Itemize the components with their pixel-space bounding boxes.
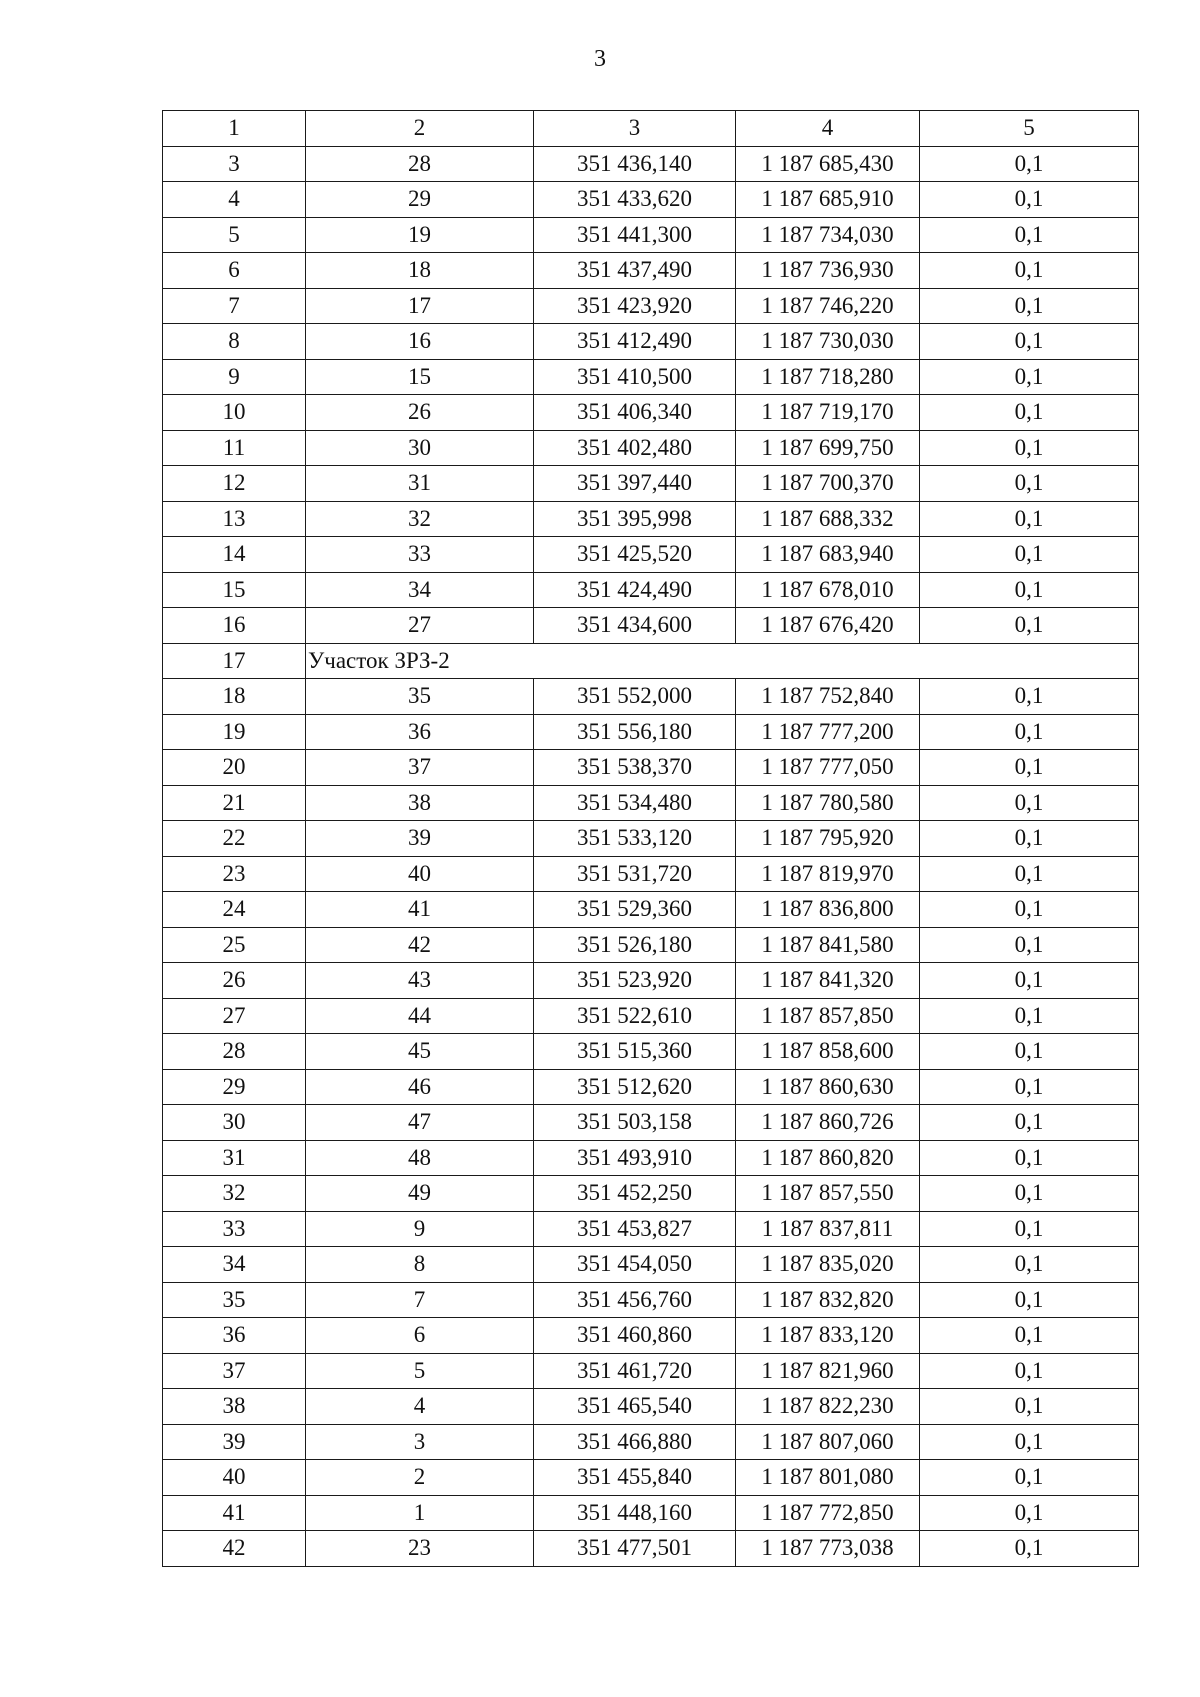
- y-coordinate-cell: 1 187 685,430: [736, 146, 920, 182]
- row-number-cell: 11: [163, 430, 306, 466]
- point-number-cell: 28: [306, 146, 534, 182]
- table-row: [163, 1495, 1139, 1531]
- accuracy-cell: 0,1: [920, 892, 1139, 928]
- point-number-cell: 39: [306, 821, 534, 857]
- x-coordinate-cell: 351 406,340: [534, 395, 736, 431]
- point-number-cell: 2: [306, 1460, 534, 1496]
- y-coordinate-cell: 1 187 736,930: [736, 253, 920, 289]
- x-coordinate-cell: 351 556,180: [534, 714, 736, 750]
- point-number-cell: 7: [306, 1282, 534, 1318]
- y-coordinate-cell: 1 187 746,220: [736, 288, 920, 324]
- x-coordinate-cell: 351 523,920: [534, 963, 736, 999]
- point-number-cell: 37: [306, 750, 534, 786]
- accuracy-cell: 0,1: [920, 324, 1139, 360]
- x-coordinate-cell: 351 533,120: [534, 821, 736, 857]
- accuracy-cell: 0,1: [920, 1318, 1139, 1354]
- x-coordinate-cell: 351 466,880: [534, 1424, 736, 1460]
- table-row: [163, 714, 1139, 750]
- accuracy-cell: 0,1: [920, 253, 1139, 289]
- y-coordinate-cell: 1 187 752,840: [736, 679, 920, 715]
- x-coordinate-cell: 351 452,250: [534, 1176, 736, 1212]
- point-number-cell: 8: [306, 1247, 534, 1283]
- x-coordinate-cell: 351 477,501: [534, 1531, 736, 1567]
- x-coordinate-cell: 351 454,050: [534, 1247, 736, 1283]
- table-row: [163, 572, 1139, 608]
- header-cell: 1: [163, 111, 306, 147]
- point-number-cell: 3: [306, 1424, 534, 1460]
- x-coordinate-cell: 351 534,480: [534, 785, 736, 821]
- point-number-cell: 23: [306, 1531, 534, 1567]
- y-coordinate-cell: 1 187 699,750: [736, 430, 920, 466]
- table-row: [163, 679, 1139, 715]
- row-number-cell: 25: [163, 927, 306, 963]
- table-row: [163, 998, 1139, 1034]
- x-coordinate-cell: 351 423,920: [534, 288, 736, 324]
- x-coordinate-cell: 351 465,540: [534, 1389, 736, 1425]
- y-coordinate-cell: 1 187 837,811: [736, 1211, 920, 1247]
- table-header-row: [163, 111, 1139, 147]
- point-number-cell: 47: [306, 1105, 534, 1141]
- row-number-cell: 16: [163, 608, 306, 644]
- row-number-cell: 23: [163, 856, 306, 892]
- y-coordinate-cell: 1 187 835,020: [736, 1247, 920, 1283]
- row-number-cell: 18: [163, 679, 306, 715]
- y-coordinate-cell: 1 187 860,726: [736, 1105, 920, 1141]
- y-coordinate-cell: 1 187 676,420: [736, 608, 920, 644]
- coordinates-table: [162, 110, 1139, 1567]
- point-number-cell: 6: [306, 1318, 534, 1354]
- row-number-cell: 31: [163, 1140, 306, 1176]
- y-coordinate-cell: 1 187 833,120: [736, 1318, 920, 1354]
- x-coordinate-cell: 351 437,490: [534, 253, 736, 289]
- y-coordinate-cell: 1 187 700,370: [736, 466, 920, 502]
- x-coordinate-cell: 351 436,140: [534, 146, 736, 182]
- point-number-cell: 46: [306, 1069, 534, 1105]
- accuracy-cell: 0,1: [920, 1531, 1139, 1567]
- row-number-cell: 33: [163, 1211, 306, 1247]
- point-number-cell: 48: [306, 1140, 534, 1176]
- y-coordinate-cell: 1 187 858,600: [736, 1034, 920, 1070]
- accuracy-cell: 0,1: [920, 466, 1139, 502]
- table-row: [163, 1211, 1139, 1247]
- x-coordinate-cell: 351 441,300: [534, 217, 736, 253]
- row-number-cell: 36: [163, 1318, 306, 1354]
- row-number-cell: 17: [163, 643, 306, 679]
- y-coordinate-cell: 1 187 795,920: [736, 821, 920, 857]
- point-number-cell: 17: [306, 288, 534, 324]
- point-number-cell: 34: [306, 572, 534, 608]
- accuracy-cell: 0,1: [920, 1034, 1139, 1070]
- y-coordinate-cell: 1 187 807,060: [736, 1424, 920, 1460]
- accuracy-cell: 0,1: [920, 1176, 1139, 1212]
- row-number-cell: 38: [163, 1389, 306, 1425]
- accuracy-cell: 0,1: [920, 998, 1139, 1034]
- y-coordinate-cell: 1 187 718,280: [736, 359, 920, 395]
- y-coordinate-cell: 1 187 822,230: [736, 1389, 920, 1425]
- row-number-cell: 35: [163, 1282, 306, 1318]
- table-row: [163, 217, 1139, 253]
- point-number-cell: 38: [306, 785, 534, 821]
- point-number-cell: 32: [306, 501, 534, 537]
- table-row: [163, 1531, 1139, 1567]
- row-number-cell: 37: [163, 1353, 306, 1389]
- y-coordinate-cell: 1 187 841,580: [736, 927, 920, 963]
- x-coordinate-cell: 351 460,860: [534, 1318, 736, 1354]
- section-row: [163, 643, 1139, 679]
- point-number-cell: 41: [306, 892, 534, 928]
- accuracy-cell: 0,1: [920, 856, 1139, 892]
- section-label: Участок ЗРЗ-2: [306, 643, 1139, 679]
- table-row: [163, 1424, 1139, 1460]
- point-number-cell: 42: [306, 927, 534, 963]
- table-row: [163, 1247, 1139, 1283]
- y-coordinate-cell: 1 187 780,580: [736, 785, 920, 821]
- row-number-cell: 24: [163, 892, 306, 928]
- table-row: [163, 1389, 1139, 1425]
- row-number-cell: 26: [163, 963, 306, 999]
- point-number-cell: 40: [306, 856, 534, 892]
- point-number-cell: 30: [306, 430, 534, 466]
- header-cell: 3: [534, 111, 736, 147]
- table-row: [163, 253, 1139, 289]
- table-row: [163, 1460, 1139, 1496]
- accuracy-cell: 0,1: [920, 1460, 1139, 1496]
- y-coordinate-cell: 1 187 821,960: [736, 1353, 920, 1389]
- row-number-cell: 7: [163, 288, 306, 324]
- row-number-cell: 20: [163, 750, 306, 786]
- x-coordinate-cell: 351 453,827: [534, 1211, 736, 1247]
- x-coordinate-cell: 351 531,720: [534, 856, 736, 892]
- table-row: [163, 927, 1139, 963]
- header-cell: 5: [920, 111, 1139, 147]
- row-number-cell: 14: [163, 537, 306, 573]
- row-number-cell: 32: [163, 1176, 306, 1212]
- table-row: [163, 1034, 1139, 1070]
- accuracy-cell: 0,1: [920, 572, 1139, 608]
- accuracy-cell: 0,1: [920, 963, 1139, 999]
- table-row: [163, 963, 1139, 999]
- y-coordinate-cell: 1 187 841,320: [736, 963, 920, 999]
- point-number-cell: 19: [306, 217, 534, 253]
- row-number-cell: 12: [163, 466, 306, 502]
- accuracy-cell: 0,1: [920, 821, 1139, 857]
- y-coordinate-cell: 1 187 857,550: [736, 1176, 920, 1212]
- x-coordinate-cell: 351 412,490: [534, 324, 736, 360]
- accuracy-cell: 0,1: [920, 1105, 1139, 1141]
- y-coordinate-cell: 1 187 688,332: [736, 501, 920, 537]
- accuracy-cell: 0,1: [920, 714, 1139, 750]
- y-coordinate-cell: 1 187 860,820: [736, 1140, 920, 1176]
- table-row: [163, 430, 1139, 466]
- row-number-cell: 34: [163, 1247, 306, 1283]
- x-coordinate-cell: 351 424,490: [534, 572, 736, 608]
- table-row: [163, 785, 1139, 821]
- table-row: [163, 501, 1139, 537]
- accuracy-cell: 0,1: [920, 1353, 1139, 1389]
- x-coordinate-cell: 351 410,500: [534, 359, 736, 395]
- row-number-cell: 22: [163, 821, 306, 857]
- table-row: [163, 288, 1139, 324]
- accuracy-cell: 0,1: [920, 927, 1139, 963]
- x-coordinate-cell: 351 395,998: [534, 501, 736, 537]
- row-number-cell: 8: [163, 324, 306, 360]
- table-row: [163, 892, 1139, 928]
- y-coordinate-cell: 1 187 719,170: [736, 395, 920, 431]
- point-number-cell: 43: [306, 963, 534, 999]
- x-coordinate-cell: 351 448,160: [534, 1495, 736, 1531]
- x-coordinate-cell: 351 493,910: [534, 1140, 736, 1176]
- accuracy-cell: 0,1: [920, 395, 1139, 431]
- accuracy-cell: 0,1: [920, 1211, 1139, 1247]
- y-coordinate-cell: 1 187 730,030: [736, 324, 920, 360]
- point-number-cell: 36: [306, 714, 534, 750]
- accuracy-cell: 0,1: [920, 1424, 1139, 1460]
- row-number-cell: 29: [163, 1069, 306, 1105]
- point-number-cell: 5: [306, 1353, 534, 1389]
- accuracy-cell: 0,1: [920, 785, 1139, 821]
- accuracy-cell: 0,1: [920, 679, 1139, 715]
- table-row: [163, 466, 1139, 502]
- page-number: 3: [594, 46, 606, 72]
- point-number-cell: 18: [306, 253, 534, 289]
- x-coordinate-cell: 351 552,000: [534, 679, 736, 715]
- y-coordinate-cell: 1 187 773,038: [736, 1531, 920, 1567]
- x-coordinate-cell: 351 433,620: [534, 182, 736, 218]
- y-coordinate-cell: 1 187 683,940: [736, 537, 920, 573]
- y-coordinate-cell: 1 187 832,820: [736, 1282, 920, 1318]
- accuracy-cell: 0,1: [920, 1140, 1139, 1176]
- point-number-cell: 29: [306, 182, 534, 218]
- accuracy-cell: 0,1: [920, 750, 1139, 786]
- accuracy-cell: 0,1: [920, 1495, 1139, 1531]
- row-number-cell: 28: [163, 1034, 306, 1070]
- point-number-cell: 35: [306, 679, 534, 715]
- accuracy-cell: 0,1: [920, 430, 1139, 466]
- table-row: [163, 182, 1139, 218]
- row-number-cell: 3: [163, 146, 306, 182]
- table-row: [163, 324, 1139, 360]
- x-coordinate-cell: 351 512,620: [534, 1069, 736, 1105]
- row-number-cell: 27: [163, 998, 306, 1034]
- accuracy-cell: 0,1: [920, 288, 1139, 324]
- x-coordinate-cell: 351 529,360: [534, 892, 736, 928]
- table-row: [163, 1353, 1139, 1389]
- point-number-cell: 1: [306, 1495, 534, 1531]
- table-row: [163, 146, 1139, 182]
- table-row: [163, 1176, 1139, 1212]
- y-coordinate-cell: 1 187 801,080: [736, 1460, 920, 1496]
- accuracy-cell: 0,1: [920, 146, 1139, 182]
- table-row: [163, 856, 1139, 892]
- table-row: [163, 1318, 1139, 1354]
- row-number-cell: 30: [163, 1105, 306, 1141]
- y-coordinate-cell: 1 187 777,050: [736, 750, 920, 786]
- point-number-cell: 26: [306, 395, 534, 431]
- row-number-cell: 42: [163, 1531, 306, 1567]
- x-coordinate-cell: 351 526,180: [534, 927, 736, 963]
- x-coordinate-cell: 351 455,840: [534, 1460, 736, 1496]
- accuracy-cell: 0,1: [920, 501, 1139, 537]
- point-number-cell: 9: [306, 1211, 534, 1247]
- point-number-cell: 31: [306, 466, 534, 502]
- accuracy-cell: 0,1: [920, 359, 1139, 395]
- accuracy-cell: 0,1: [920, 537, 1139, 573]
- accuracy-cell: 0,1: [920, 608, 1139, 644]
- table-row: [163, 359, 1139, 395]
- row-number-cell: 21: [163, 785, 306, 821]
- point-number-cell: 44: [306, 998, 534, 1034]
- row-number-cell: 4: [163, 182, 306, 218]
- row-number-cell: 5: [163, 217, 306, 253]
- table-body: [163, 146, 1139, 1566]
- table-row: [163, 395, 1139, 431]
- point-number-cell: 4: [306, 1389, 534, 1425]
- table-row: [163, 537, 1139, 573]
- x-coordinate-cell: 351 522,610: [534, 998, 736, 1034]
- y-coordinate-cell: 1 187 685,910: [736, 182, 920, 218]
- y-coordinate-cell: 1 187 857,850: [736, 998, 920, 1034]
- row-number-cell: 10: [163, 395, 306, 431]
- x-coordinate-cell: 351 397,440: [534, 466, 736, 502]
- x-coordinate-cell: 351 503,158: [534, 1105, 736, 1141]
- table-row: [163, 750, 1139, 786]
- point-number-cell: 33: [306, 537, 534, 573]
- x-coordinate-cell: 351 538,370: [534, 750, 736, 786]
- point-number-cell: 49: [306, 1176, 534, 1212]
- table-row: [163, 1140, 1139, 1176]
- row-number-cell: 19: [163, 714, 306, 750]
- accuracy-cell: 0,1: [920, 1389, 1139, 1425]
- row-number-cell: 39: [163, 1424, 306, 1460]
- table-row: [163, 1105, 1139, 1141]
- table-row: [163, 608, 1139, 644]
- y-coordinate-cell: 1 187 836,800: [736, 892, 920, 928]
- y-coordinate-cell: 1 187 777,200: [736, 714, 920, 750]
- row-number-cell: 6: [163, 253, 306, 289]
- row-number-cell: 13: [163, 501, 306, 537]
- point-number-cell: 16: [306, 324, 534, 360]
- accuracy-cell: 0,1: [920, 1247, 1139, 1283]
- y-coordinate-cell: 1 187 860,630: [736, 1069, 920, 1105]
- point-number-cell: 45: [306, 1034, 534, 1070]
- y-coordinate-cell: 1 187 772,850: [736, 1495, 920, 1531]
- table-row: [163, 1282, 1139, 1318]
- row-number-cell: 40: [163, 1460, 306, 1496]
- x-coordinate-cell: 351 515,360: [534, 1034, 736, 1070]
- x-coordinate-cell: 351 456,760: [534, 1282, 736, 1318]
- row-number-cell: 15: [163, 572, 306, 608]
- accuracy-cell: 0,1: [920, 182, 1139, 218]
- y-coordinate-cell: 1 187 734,030: [736, 217, 920, 253]
- header-cell: 2: [306, 111, 534, 147]
- accuracy-cell: 0,1: [920, 1282, 1139, 1318]
- accuracy-cell: 0,1: [920, 1069, 1139, 1105]
- row-number-cell: 41: [163, 1495, 306, 1531]
- point-number-cell: 27: [306, 608, 534, 644]
- y-coordinate-cell: 1 187 819,970: [736, 856, 920, 892]
- x-coordinate-cell: 351 461,720: [534, 1353, 736, 1389]
- x-coordinate-cell: 351 425,520: [534, 537, 736, 573]
- point-number-cell: 15: [306, 359, 534, 395]
- x-coordinate-cell: 351 434,600: [534, 608, 736, 644]
- accuracy-cell: 0,1: [920, 217, 1139, 253]
- table-row: [163, 1069, 1139, 1105]
- x-coordinate-cell: 351 402,480: [534, 430, 736, 466]
- y-coordinate-cell: 1 187 678,010: [736, 572, 920, 608]
- row-number-cell: 9: [163, 359, 306, 395]
- header-cell: 4: [736, 111, 920, 147]
- table-row: [163, 821, 1139, 857]
